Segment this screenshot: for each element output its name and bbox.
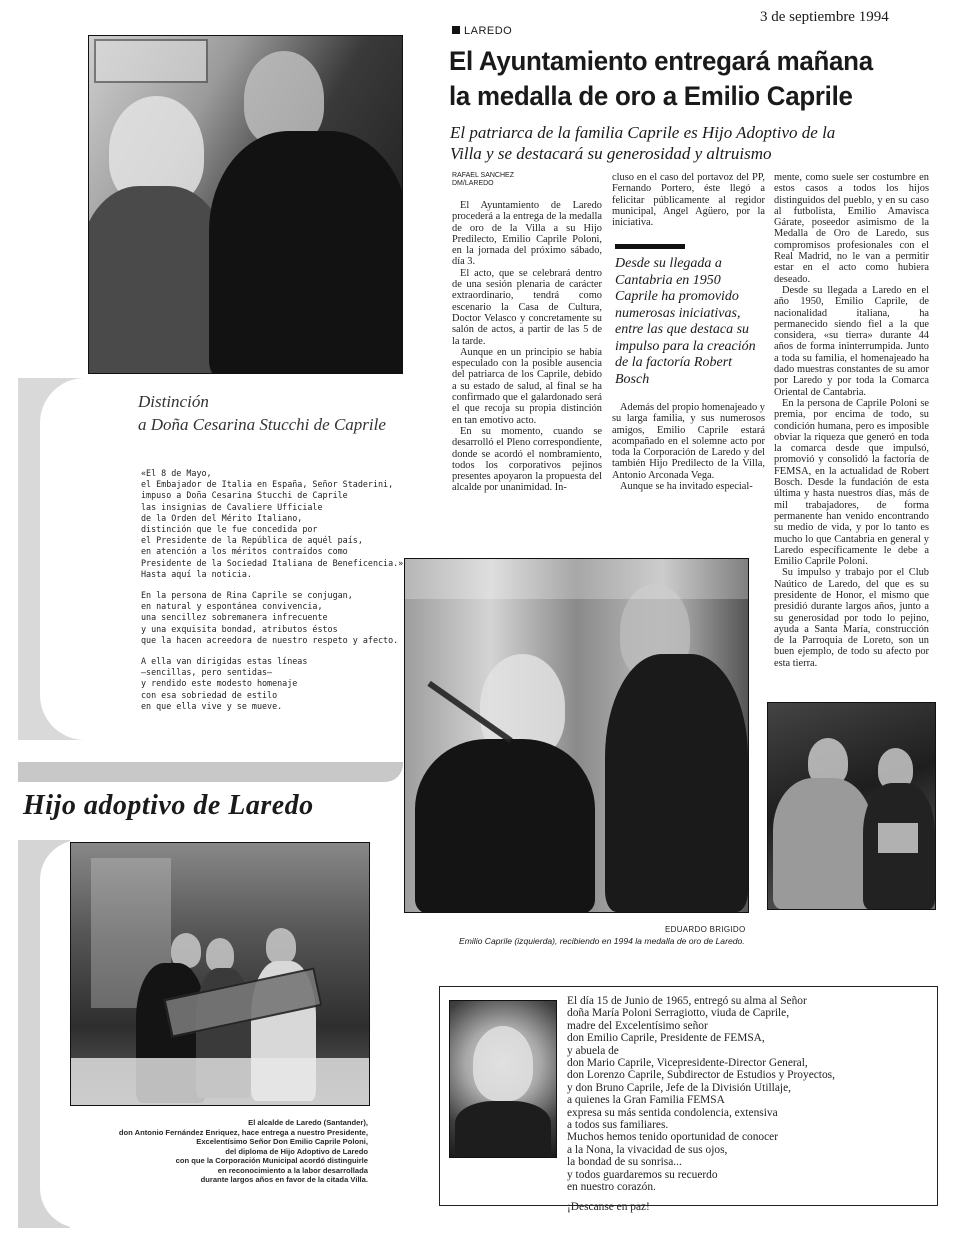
pullquote-rule	[615, 244, 685, 249]
obituary-text: El día 15 de Junio de 1965, entregó su alma al Señor doña María Poloni Serragiotto, viuda de Caprile, madre del Excelentísimo señor don Emilio Caprile, Presidente de FEMSA, y abuela de don Mario Caprile, Vicepresidente-Director General, don Lorenzo Caprile, Subdirector de Estudios y Proyectos, y don Bruno Caprile, Jefe de la División Utillaje, a quienes la Gran Familia FEMSA expresa su más sentida condolencia, extensiva a todos sus familiares. Muchos hemos tenido oportunidad de conocer a la Nona, la vivacidad de sus ojos, la bondad de su sonrisa... y todos guardaremos su recuerdo en nuestro corazón. ¡Descanse en paz!	[567, 995, 932, 1213]
distincion-title: Distinción a Doña Cesarina Stucchi de Caprile	[138, 392, 386, 434]
obituary-closing: ¡Descanse en paz!	[567, 1200, 650, 1213]
byline: RAFAEL SANCHEZ DM/LAREDO	[452, 172, 514, 187]
section-label: LAREDO	[452, 25, 512, 37]
medal-ceremony-photo	[88, 35, 403, 374]
photo-caption: Emilio Caprile (izquierda), recibiendo en 1994 la medalla de oro de Laredo.	[459, 936, 745, 946]
photo-credit: EDUARDO BRIGIDO	[665, 925, 746, 934]
pullquote: Desde su llegada a Cantabria en 1950 Caprile ha promovido numerosas iniciativas, entre las que destaca su impulso para la creación de la factoría Robert Bosch	[615, 256, 756, 387]
distincion-text: «El 8 de Mayo, el Embajador de Italia en España, Señor Staderini, impuso a Doña Cesarina Stucchi de Caprile las insignias de Cavaliere Ufficiale de la Orden del Mérito Italiano, distinción que le fue concedida por el Presidente de la República de aquél país, en atención a los méritos contraidos como Presidente de la Sociedad Italiana de Beneficencia.» Hasta aquí la noticia. En la persona de Rina Caprile se conjugan, en natural y espontánea convivencia, una sencillez sobremanera infrecuente y una exquisita bondad, atributos éstos que la hacen acreedora de nuestro respeto y afecto. A ella van dirigidas estas líneas —sencillas, pero sentidas— y rendido este modesto homenaje con esa sobriedad de estilo en que ella vive y se mueve.	[141, 468, 404, 711]
headline: El Ayuntamiento entregará mañana la medalla de oro a Emilio Caprile	[449, 46, 873, 111]
article-column-2-bottom: Además del propio homenajeado y su larga familia, y sus numerosos amigos, Emilio Caprile estará acompañado en el solemne acto por toda la Corporación de Laredo y del también Hijo Predilecto de la Villa, Antonio Arconada Vega. Aunque se ha invitado especial-	[612, 402, 765, 493]
article-column-1: El Ayuntamiento de Laredo procederá a la entrega de la medalla de oro de la Villa a su Hijo Predilecto, Emilio Caprile Poloni, en la jornada del próximo sábado, día 3. El acto, que se celebrará dentro de una sesión plenaria de carácter extraordinario, tendrá como escenario la Casa de Cultura, Doctor Velasco y concretamente su salón de actos, a partir de las 5 de la tarde. Aunque en un principio se había especulado con la posible ausencia del patriarca de los Caprile, debido a su estado de salud, al final se ha confirmado que el galardonado será el que recoja su propia distinción en tan emotivo acto. En su momento, cuando se desarrolló el Pleno correspondiente, donde se acordó el nombramiento, todos los corporativos pejinos presentes apoyaron la propuesta del alcalde por unanimidad. In-	[452, 200, 602, 494]
article-column-2-top: cluso en el caso del portavoz del PP, Fernando Portero, éste llegó a felicitar públicamente al regidor municipal, Angel Agüero, por la iniciativa.	[612, 172, 765, 229]
hijo-title-bar	[18, 762, 403, 782]
hijo-title: Hijo adoptivo de Laredo	[23, 790, 314, 821]
diploma-photo	[70, 842, 370, 1106]
issue-date: 3 de septiembre 1994	[760, 9, 889, 25]
article-column-3: mente, como suele ser costumbre en estos casos a todos los hijos distinguidos del pueblo, y en su caso al futbolista, Emilio Amavisca Gárate, poseedor asimismo de la Medalla de Oro de Laredo, sus compromisos profesionales con el Real Madrid, no le van a permitir estar en el acto como hubiera deseado. Desde su llegada a Laredo en el año 1950, Emilio Caprile, de nacionalidad italiana, ha permanecido siendo fiel a la que considera, «su tierra» durante 44 años de forma ininterrumpida. Junto a toda su familia, el homenajeado ha dado muestras constantes de su amor por Laredo y por toda la Comarca Oriental de Cantabria. En la persona de Caprile Poloni se premia, por encima de todo, su condición humana, pero es imposible obviar la riqueza que generó en toda la comarca desde que impulsó, promovió y consolidó la factoría de FEMSA, en la actualidad de Robert Bosch. Desde la fundación de esta última y hasta nuestros días, más de mil trabajadores, de forma permanente han venido encontrando su medio de vida, y por lo tanto es mucho lo que Cantabria en general y Laredo específicamente le debe a Emilio Caprile Poloni. Su impulso y trabajo por el Club Naútico de Laredo, del que es su presidente de Honor, el mismo que presidió durante largos años, junto a su generosidad por todo lo pejino, ayuda a Santa María, construcción de la Parroquia de Loreto, son un buen ejemplo, de todo su afecto por esta tierra.	[774, 172, 929, 669]
hijo-caption: El alcalde de Laredo (Santander), don Antonio Fernández Enriquez, hace entrega a nuestro Presidente, Excelentísimo Señor Don Emilio Caprile Poloni, del diploma de Hijo Adoptivo de Laredo con que la Corporación Municipal acordó distinguirle en reconocimiento a la labor desarrollada durante largos años en favor de la citada Villa.	[118, 1118, 368, 1184]
nona-portrait	[449, 1000, 557, 1158]
visit-photo	[767, 702, 936, 910]
medal-award-photo	[404, 558, 749, 913]
section-square-icon	[452, 26, 460, 34]
subheadline: El patriarca de la familia Caprile es Hijo Adoptivo de la Villa y se destacará su generosidad y altruismo	[450, 123, 836, 163]
